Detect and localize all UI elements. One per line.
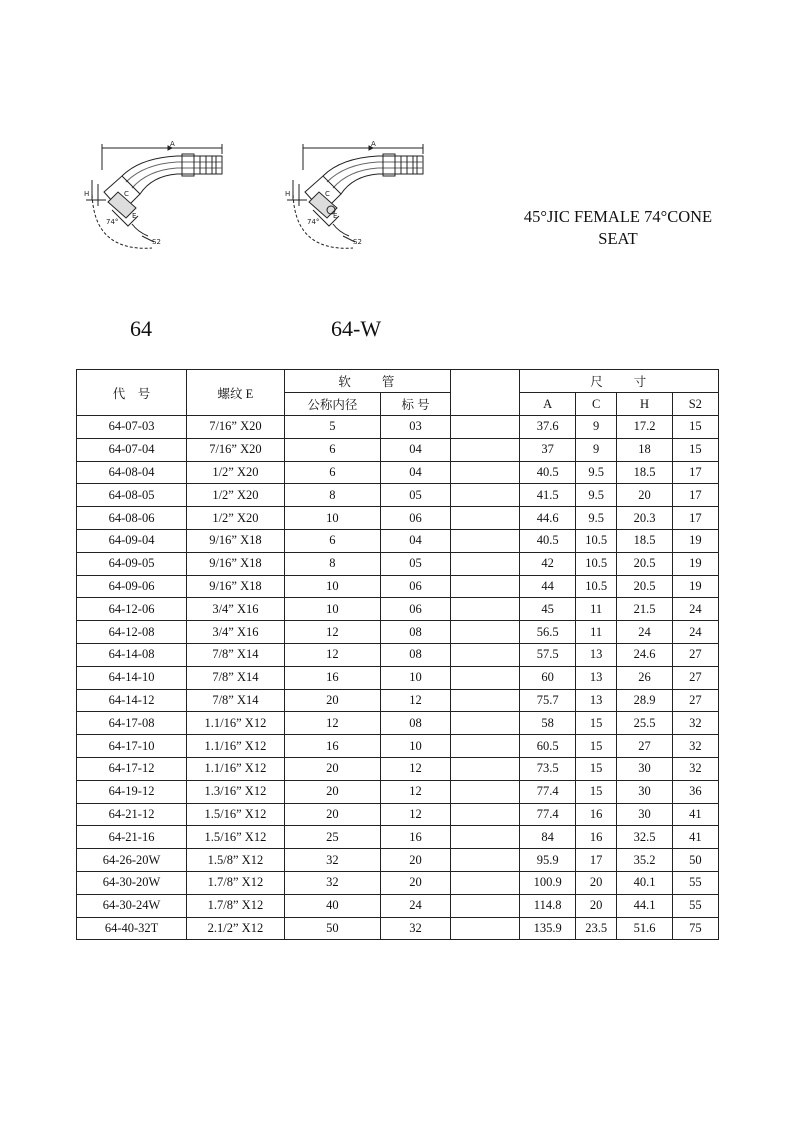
- cell-c: 9.5: [575, 484, 617, 507]
- cell-h: 30: [617, 757, 672, 780]
- cell-hose-mark: 03: [381, 416, 451, 439]
- cell-blank: [450, 871, 519, 894]
- cell-code: 64-19-12: [77, 780, 187, 803]
- cell-s2: 32: [672, 735, 718, 758]
- cell-thread: 9/16” X18: [187, 529, 285, 552]
- table-row: [77, 461, 719, 484]
- cell-a: 77.4: [520, 803, 575, 826]
- cell-thread: 1/2” X20: [187, 484, 285, 507]
- cell-s2: 32: [672, 712, 718, 735]
- cell-s2: 27: [672, 666, 718, 689]
- svg-text:74°: 74°: [307, 218, 320, 226]
- table-row: [77, 803, 719, 826]
- header-h: H: [617, 393, 672, 416]
- table-row: [77, 849, 719, 872]
- cell-thread: 1.3/16” X12: [187, 780, 285, 803]
- cell-hose-mark: 20: [381, 849, 451, 872]
- cell-thread: 3/4” X16: [187, 621, 285, 644]
- table-row: [77, 871, 719, 894]
- cell-c: 11: [575, 598, 617, 621]
- cell-a: 40.5: [520, 529, 575, 552]
- cell-h: 30: [617, 803, 672, 826]
- header-hose: 软 管: [284, 370, 450, 393]
- cell-hose-mark: 12: [381, 757, 451, 780]
- cell-hose-nominal: 16: [284, 666, 380, 689]
- cell-s2: 32: [672, 757, 718, 780]
- cell-code: 64-21-12: [77, 803, 187, 826]
- cell-hose-mark: 12: [381, 803, 451, 826]
- cell-c: 9: [575, 416, 617, 439]
- fitting-drawing-64-w: [283, 140, 443, 258]
- cell-c: 15: [575, 735, 617, 758]
- cell-a: 75.7: [520, 689, 575, 712]
- table-row: [77, 826, 719, 849]
- cell-code: 64-17-10: [77, 735, 187, 758]
- spec-table-body: [77, 416, 719, 940]
- cell-hose-nominal: 6: [284, 438, 380, 461]
- cell-c: 9.5: [575, 461, 617, 484]
- svg-text:74°: 74°: [106, 218, 119, 226]
- table-row: [77, 735, 719, 758]
- header-blank: [450, 370, 519, 416]
- header-c: C: [575, 393, 617, 416]
- cell-code: 64-09-06: [77, 575, 187, 598]
- cell-a: 60: [520, 666, 575, 689]
- cell-hose-mark: 05: [381, 484, 451, 507]
- cell-c: 13: [575, 666, 617, 689]
- cell-s2: 41: [672, 826, 718, 849]
- cell-a: 37: [520, 438, 575, 461]
- cell-h: 24.6: [617, 643, 672, 666]
- cell-c: 15: [575, 757, 617, 780]
- cell-blank: [450, 826, 519, 849]
- cell-hose-mark: 08: [381, 643, 451, 666]
- cell-h: 44.1: [617, 894, 672, 917]
- cell-hose-mark: 20: [381, 871, 451, 894]
- cell-s2: 24: [672, 598, 718, 621]
- cell-s2: 55: [672, 871, 718, 894]
- svg-text:C: C: [124, 190, 129, 198]
- cell-hose-mark: 16: [381, 826, 451, 849]
- cell-h: 40.1: [617, 871, 672, 894]
- cell-a: 41.5: [520, 484, 575, 507]
- header-dimensions: 尺 寸: [520, 370, 719, 393]
- cell-code: 64-30-24W: [77, 894, 187, 917]
- cell-thread: 1.1/16” X12: [187, 735, 285, 758]
- cell-hose-nominal: 16: [284, 735, 380, 758]
- table-row: [77, 712, 719, 735]
- cell-s2: 19: [672, 529, 718, 552]
- cell-h: 18.5: [617, 461, 672, 484]
- cell-c: 16: [575, 826, 617, 849]
- cell-hose-mark: 06: [381, 507, 451, 530]
- cell-s2: 27: [672, 643, 718, 666]
- cell-s2: 27: [672, 689, 718, 712]
- cell-a: 56.5: [520, 621, 575, 644]
- cell-h: 51.6: [617, 917, 672, 940]
- cell-h: 18.5: [617, 529, 672, 552]
- cell-h: 35.2: [617, 849, 672, 872]
- svg-text:E: E: [132, 212, 137, 220]
- cell-c: 15: [575, 712, 617, 735]
- cell-blank: [450, 621, 519, 644]
- cell-code: 64-26-20W: [77, 849, 187, 872]
- cell-thread: 1.5/16” X12: [187, 826, 285, 849]
- table-row: [77, 598, 719, 621]
- cell-blank: [450, 849, 519, 872]
- cell-c: 9: [575, 438, 617, 461]
- header-code: 代 号: [77, 370, 187, 416]
- cell-hose-mark: 24: [381, 894, 451, 917]
- cell-code: 64-08-06: [77, 507, 187, 530]
- cell-c: 16: [575, 803, 617, 826]
- cell-hose-nominal: 10: [284, 598, 380, 621]
- cell-blank: [450, 666, 519, 689]
- cell-blank: [450, 917, 519, 940]
- cell-h: 32.5: [617, 826, 672, 849]
- spec-table: [76, 369, 719, 940]
- cell-s2: 36: [672, 780, 718, 803]
- cell-c: 23.5: [575, 917, 617, 940]
- cell-c: 17: [575, 849, 617, 872]
- cell-blank: [450, 552, 519, 575]
- cell-code: 64-21-16: [77, 826, 187, 849]
- cell-code: 64-08-05: [77, 484, 187, 507]
- cell-h: 17.2: [617, 416, 672, 439]
- header-s2: S2: [672, 393, 718, 416]
- cell-blank: [450, 416, 519, 439]
- table-row: [77, 780, 719, 803]
- cell-c: 20: [575, 894, 617, 917]
- cell-h: 20.5: [617, 552, 672, 575]
- cell-hose-mark: 32: [381, 917, 451, 940]
- cell-thread: 1.7/8” X12: [187, 894, 285, 917]
- cell-h: 21.5: [617, 598, 672, 621]
- cell-thread: 7/16” X20: [187, 438, 285, 461]
- svg-text:S2: S2: [353, 238, 362, 246]
- table-row: [77, 621, 719, 644]
- table-row: [77, 666, 719, 689]
- cell-hose-mark: 04: [381, 461, 451, 484]
- cell-s2: 24: [672, 621, 718, 644]
- cell-hose-nominal: 50: [284, 917, 380, 940]
- cell-s2: 50: [672, 849, 718, 872]
- cell-blank: [450, 780, 519, 803]
- cell-code: 64-08-04: [77, 461, 187, 484]
- cell-blank: [450, 484, 519, 507]
- cell-s2: 17: [672, 507, 718, 530]
- cell-code: 64-30-20W: [77, 871, 187, 894]
- table-row: [77, 552, 719, 575]
- cell-thread: 3/4” X16: [187, 598, 285, 621]
- cell-blank: [450, 598, 519, 621]
- cell-hose-nominal: 5: [284, 416, 380, 439]
- table-row: [77, 416, 719, 439]
- cell-hose-nominal: 12: [284, 621, 380, 644]
- cell-h: 24: [617, 621, 672, 644]
- cell-hose-nominal: 32: [284, 849, 380, 872]
- cell-c: 10.5: [575, 529, 617, 552]
- cell-a: 100.9: [520, 871, 575, 894]
- cell-a: 44: [520, 575, 575, 598]
- cell-hose-nominal: 20: [284, 757, 380, 780]
- table-row: [77, 689, 719, 712]
- fitting-drawing-64: [82, 140, 242, 258]
- cell-h: 27: [617, 735, 672, 758]
- cell-hose-nominal: 6: [284, 461, 380, 484]
- cell-h: 25.5: [617, 712, 672, 735]
- svg-text:S2: S2: [152, 238, 161, 246]
- cell-blank: [450, 735, 519, 758]
- cell-s2: 15: [672, 438, 718, 461]
- cell-code: 64-14-12: [77, 689, 187, 712]
- cell-h: 26: [617, 666, 672, 689]
- cell-blank: [450, 575, 519, 598]
- cell-h: 20.5: [617, 575, 672, 598]
- cell-hose-mark: 08: [381, 712, 451, 735]
- cell-a: 95.9: [520, 849, 575, 872]
- cell-code: 64-12-06: [77, 598, 187, 621]
- cell-code: 64-09-05: [77, 552, 187, 575]
- cell-h: 20: [617, 484, 672, 507]
- cell-thread: 7/8” X14: [187, 666, 285, 689]
- cell-c: 11: [575, 621, 617, 644]
- table-row: [77, 757, 719, 780]
- cell-thread: 1/2” X20: [187, 507, 285, 530]
- cell-thread: 1.1/16” X12: [187, 712, 285, 735]
- cell-c: 9.5: [575, 507, 617, 530]
- cell-thread: 1.5/8” X12: [187, 849, 285, 872]
- cell-s2: 19: [672, 552, 718, 575]
- cell-c: 13: [575, 643, 617, 666]
- cell-code: 64-07-04: [77, 438, 187, 461]
- cell-c: 20: [575, 871, 617, 894]
- table-row: [77, 529, 719, 552]
- cell-code: 64-40-32T: [77, 917, 187, 940]
- cell-thread: 7/8” X14: [187, 689, 285, 712]
- cell-code: 64-17-08: [77, 712, 187, 735]
- cell-h: 28.9: [617, 689, 672, 712]
- cell-hose-nominal: 12: [284, 712, 380, 735]
- cell-thread: 1.1/16” X12: [187, 757, 285, 780]
- cell-hose-mark: 10: [381, 666, 451, 689]
- product-title: [500, 206, 736, 250]
- cell-h: 20.3: [617, 507, 672, 530]
- cell-s2: 41: [672, 803, 718, 826]
- product-title-line1: 45°JIC FEMALE 74°CONE: [523, 207, 713, 226]
- cell-blank: [450, 803, 519, 826]
- cell-hose-nominal: 32: [284, 871, 380, 894]
- cell-code: 64-17-12: [77, 757, 187, 780]
- svg-text:A: A: [170, 140, 175, 148]
- cell-hose-mark: 04: [381, 529, 451, 552]
- cell-blank: [450, 757, 519, 780]
- cell-thread: 1.7/8” X12: [187, 871, 285, 894]
- cell-hose-nominal: 40: [284, 894, 380, 917]
- cell-blank: [450, 461, 519, 484]
- cell-a: 44.6: [520, 507, 575, 530]
- cell-s2: 19: [672, 575, 718, 598]
- cell-s2: 55: [672, 894, 718, 917]
- cell-hose-nominal: 8: [284, 484, 380, 507]
- header-a: A: [520, 393, 575, 416]
- cell-code: 64-12-08: [77, 621, 187, 644]
- svg-text:H: H: [84, 190, 90, 198]
- cell-a: 84: [520, 826, 575, 849]
- cell-a: 60.5: [520, 735, 575, 758]
- cell-thread: 9/16” X18: [187, 575, 285, 598]
- svg-text:A: A: [371, 140, 376, 148]
- cell-hose-mark: 04: [381, 438, 451, 461]
- cell-code: 64-07-03: [77, 416, 187, 439]
- cell-a: 73.5: [520, 757, 575, 780]
- cell-c: 13: [575, 689, 617, 712]
- cell-thread: 7/8” X14: [187, 643, 285, 666]
- cell-hose-mark: 06: [381, 598, 451, 621]
- cell-hose-mark: 12: [381, 689, 451, 712]
- header-hose-nominal: 公称内径: [284, 393, 380, 416]
- cell-blank: [450, 438, 519, 461]
- cell-s2: 75: [672, 917, 718, 940]
- cell-blank: [450, 894, 519, 917]
- svg-text:H: H: [285, 190, 291, 198]
- cell-s2: 15: [672, 416, 718, 439]
- cell-c: 10.5: [575, 552, 617, 575]
- cell-blank: [450, 507, 519, 530]
- cell-hose-nominal: 10: [284, 575, 380, 598]
- cell-s2: 17: [672, 461, 718, 484]
- cell-hose-nominal: 12: [284, 643, 380, 666]
- model-label-64-w: 64-W: [331, 316, 382, 341]
- cell-thread: 1/2” X20: [187, 461, 285, 484]
- cell-s2: 17: [672, 484, 718, 507]
- cell-hose-nominal: 20: [284, 803, 380, 826]
- table-row: [77, 575, 719, 598]
- cell-a: 77.4: [520, 780, 575, 803]
- cell-hose-nominal: 25: [284, 826, 380, 849]
- cell-thread: 9/16” X18: [187, 552, 285, 575]
- cell-c: 10.5: [575, 575, 617, 598]
- cell-thread: 7/16” X20: [187, 416, 285, 439]
- table-row: [77, 643, 719, 666]
- table-row: [77, 894, 719, 917]
- cell-a: 57.5: [520, 643, 575, 666]
- cell-c: 15: [575, 780, 617, 803]
- cell-hose-mark: 06: [381, 575, 451, 598]
- cell-hose-nominal: 20: [284, 689, 380, 712]
- table-row: [77, 484, 719, 507]
- cell-a: 40.5: [520, 461, 575, 484]
- svg-text:E: E: [333, 212, 338, 220]
- cell-blank: [450, 712, 519, 735]
- cell-hose-nominal: 8: [284, 552, 380, 575]
- cell-h: 18: [617, 438, 672, 461]
- cell-blank: [450, 643, 519, 666]
- cell-a: 135.9: [520, 917, 575, 940]
- cell-a: 58: [520, 712, 575, 735]
- cell-thread: 1.5/16” X12: [187, 803, 285, 826]
- cell-a: 114.8: [520, 894, 575, 917]
- cell-blank: [450, 529, 519, 552]
- header-hose-mark: 标 号: [381, 393, 451, 416]
- cell-hose-mark: 08: [381, 621, 451, 644]
- cell-code: 64-14-08: [77, 643, 187, 666]
- table-row: [77, 507, 719, 530]
- table-row: [77, 917, 719, 940]
- cell-blank: [450, 689, 519, 712]
- product-title-line2: SEAT: [598, 229, 638, 248]
- cell-hose-nominal: 20: [284, 780, 380, 803]
- cell-code: 64-14-10: [77, 666, 187, 689]
- cell-code: 64-09-04: [77, 529, 187, 552]
- cell-hose-nominal: 10: [284, 507, 380, 530]
- cell-a: 37.6: [520, 416, 575, 439]
- cell-hose-nominal: 6: [284, 529, 380, 552]
- table-row: [77, 438, 719, 461]
- cell-hose-mark: 05: [381, 552, 451, 575]
- cell-a: 45: [520, 598, 575, 621]
- svg-text:C: C: [325, 190, 330, 198]
- model-label-64: 64: [130, 316, 152, 341]
- header-thread: 螺纹 E: [187, 370, 285, 416]
- cell-hose-mark: 10: [381, 735, 451, 758]
- cell-a: 42: [520, 552, 575, 575]
- cell-thread: 2.1/2” X12: [187, 917, 285, 940]
- cell-hose-mark: 12: [381, 780, 451, 803]
- cell-h: 30: [617, 780, 672, 803]
